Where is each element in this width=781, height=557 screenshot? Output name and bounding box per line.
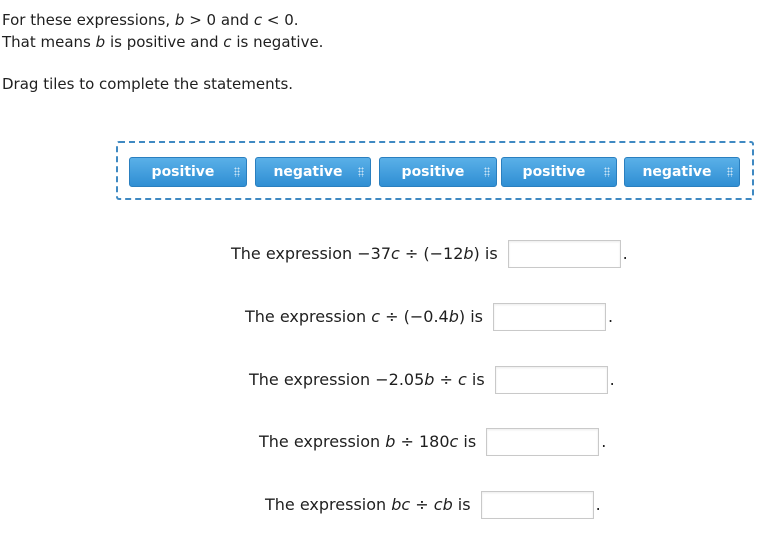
tile-label: positive [522,164,586,180]
period: . [609,370,615,389]
expr-part: is [466,370,485,389]
expr-part: The expression [245,307,372,326]
drag-handle-icon [358,167,364,177]
statement-text [249,366,485,394]
statement-2 [245,303,613,331]
answer-drop-zone-4[interactable] [486,428,599,456]
answer-drop-zone-2[interactable] [493,303,606,331]
period: . [601,432,607,451]
tile-positive[interactable] [129,157,247,187]
tile-label: positive [151,164,215,180]
var-b: b [448,307,459,326]
tile-label: positive [401,164,465,180]
statement-text [245,303,483,331]
instruction-text: Drag tiles to complete the statements. [2,75,294,93]
var-c: c [371,307,381,326]
drag-handle-icon [727,167,733,177]
intro-line-1-suffix: < 0. [262,11,299,29]
expr-part: ÷ (−0.4 [380,307,449,326]
var-c: c [391,244,400,263]
expr-part: ÷ [434,370,458,389]
tile-positive[interactable] [379,157,497,187]
statement-5 [265,491,601,519]
var-c: c [223,33,232,51]
expr-part: The expression [265,495,392,514]
answer-drop-zone-1[interactable] [508,240,621,268]
expr-part: ) is [458,307,483,326]
expr-part: The expression [259,432,386,451]
expr-part: is [452,495,471,514]
tile-label: negative [273,164,343,180]
tile-positive[interactable] [501,157,617,187]
expr-part: The expression −37 [231,244,391,263]
intro-line-2-suffix: is negative. [231,33,324,51]
drag-handle-icon [234,167,240,177]
tile-negative[interactable] [624,157,740,187]
statement-text [259,428,476,456]
period: . [607,307,614,326]
var-c: c [253,11,263,29]
expr-part: ÷ (−12 [399,244,464,263]
var-bc: bc [391,495,411,514]
tile-label: negative [642,164,712,180]
intro-text [2,9,323,53]
tile-bank [116,141,754,200]
statement-text [231,240,498,268]
expr-part: ) is [473,244,498,263]
period: . [595,495,601,514]
var-cb: cb [433,495,453,514]
var-c: c [449,432,459,451]
statement-1 [231,240,628,268]
tile-negative[interactable] [255,157,371,187]
expr-part: ÷ [410,495,434,514]
drag-handle-icon [484,167,490,177]
period: . [622,244,628,263]
answer-drop-zone-3[interactable] [495,366,608,394]
intro-line-2 [2,31,323,53]
var-b: b [385,432,396,451]
intro-line-2-mid: is positive and [105,33,224,51]
statement-3 [249,366,615,394]
intro-line-1 [2,9,323,31]
expr-part: The expression −2.05 [249,370,425,389]
var-c: c [458,370,467,389]
var-b: b [95,33,106,51]
var-b: b [174,11,185,29]
var-b: b [463,244,474,263]
expr-part: ÷ 180 [395,432,450,451]
intro-line-1-mid: > 0 and [184,11,254,29]
drag-handle-icon [604,167,610,177]
expr-part: is [458,432,477,451]
answer-drop-zone-5[interactable] [481,491,594,519]
intro-line-1-prefix: For these expressions, [2,11,175,29]
var-b: b [424,370,435,389]
statement-text [265,491,471,519]
intro-line-2-prefix: That means [2,33,96,51]
statement-4 [259,428,606,456]
